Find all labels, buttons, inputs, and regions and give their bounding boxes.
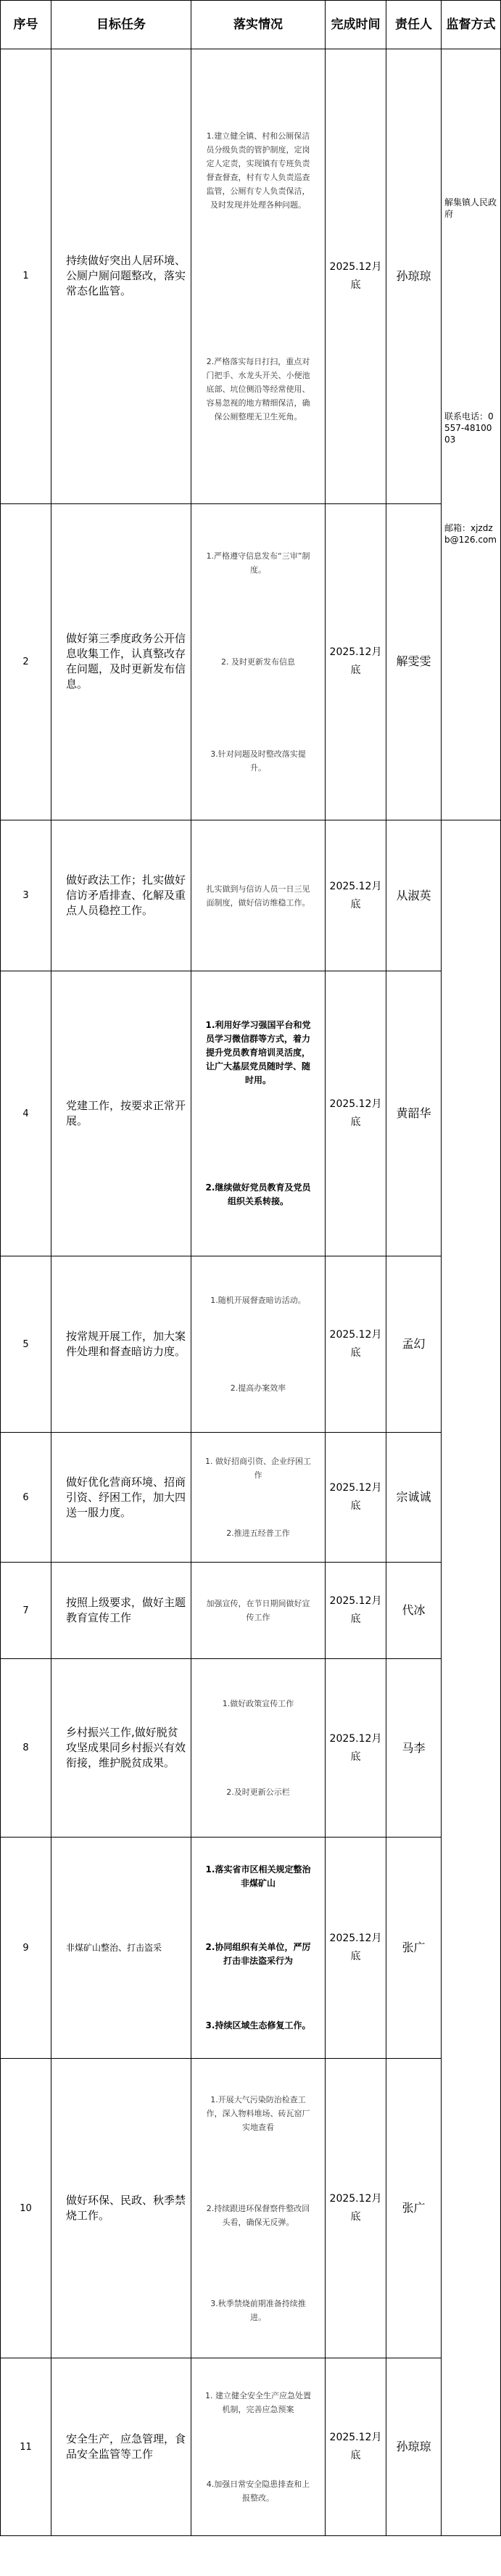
row-impl bbox=[191, 2358, 326, 2536]
row-time: 2025.12月底 bbox=[326, 2059, 386, 2358]
row-no: 10 bbox=[1, 2059, 51, 2358]
row-resp: 马李 bbox=[386, 1659, 442, 1838]
impl-item: 2.推进五经普工作 bbox=[226, 1528, 290, 1538]
table-row bbox=[1, 1838, 501, 2059]
row-impl bbox=[191, 1838, 326, 2059]
row-time: 2025.12月底 bbox=[326, 1256, 386, 1433]
impl-item: 1.开展大气污染防治检查工作，深入物料堆场、砖瓦窑厂实地查看 bbox=[206, 2094, 310, 2132]
impl-item: 3.针对问题及时整改落实提升。 bbox=[210, 749, 306, 773]
row-resp: 张广 bbox=[386, 1838, 442, 2059]
row-resp: 孙琼琼 bbox=[386, 49, 442, 504]
row-resp: 代冰 bbox=[386, 1563, 442, 1659]
table-row bbox=[1, 820, 501, 971]
table-row bbox=[1, 49, 501, 504]
row-impl bbox=[191, 49, 326, 504]
impl-item: 3.秋季禁烧前期准备持续推进。 bbox=[210, 2298, 306, 2322]
row-time: 2025.12月底 bbox=[326, 1563, 386, 1659]
table-row bbox=[1, 503, 501, 820]
row-no: 3 bbox=[1, 820, 51, 971]
impl-item: 2.继续做好党员教育及党员组织关系转接。 bbox=[205, 1182, 311, 1207]
table-row bbox=[1, 971, 501, 1256]
row-task: 安全生产，应急管理，食品安全监管等工作 bbox=[51, 2358, 191, 2536]
row-time: 2025.12月底 bbox=[326, 1659, 386, 1838]
impl-item: 扎实做到与信访人员一日三见面制度，做好信访维稳工作。 bbox=[206, 884, 310, 908]
row-time: 2025.12月底 bbox=[326, 2358, 386, 2536]
row-task: 做好政法工作；扎实做好信访矛盾排查、化解及重点人员稳控工作。 bbox=[51, 820, 191, 971]
row-resp: 张广 bbox=[386, 2059, 442, 2358]
row-resp: 宗诚诚 bbox=[386, 1433, 442, 1563]
row-task: 持续做好突出人居环境、公厕户厕问题整改，落实常态化监管。 bbox=[51, 49, 191, 504]
supervision-cell bbox=[442, 49, 501, 820]
table-row bbox=[1, 2059, 501, 2358]
row-time: 2025.12月底 bbox=[326, 971, 386, 1256]
impl-item: 4.加强日常安全隐患排查和上报整改。 bbox=[206, 2480, 310, 2503]
impl-item: 2. 及时更新发布信息 bbox=[221, 657, 295, 667]
row-time: 2025.12月底 bbox=[326, 503, 386, 820]
row-no: 8 bbox=[1, 1659, 51, 1838]
row-impl bbox=[191, 1659, 326, 1838]
row-resp: 从淑英 bbox=[386, 820, 442, 971]
row-resp: 解雯雯 bbox=[386, 503, 442, 820]
impl-item: 1.严格遵守信息发布“三审”制度。 bbox=[206, 551, 310, 575]
row-impl bbox=[191, 2059, 326, 2358]
impl-item: 2.提高办案效率 bbox=[230, 1383, 286, 1393]
row-task: 做好第三季度政务公开信息收集工作，认真整改存在问题，及时更新发布信息。 bbox=[51, 503, 191, 820]
supervision-cell-empty bbox=[442, 820, 501, 2536]
table-row bbox=[1, 1256, 501, 1433]
supervision-phone: 联系电话：0557-4810003 bbox=[444, 411, 494, 445]
row-task: 做好环保、民政、秋季禁烧工作。 bbox=[51, 2059, 191, 2358]
table-row bbox=[1, 1433, 501, 1563]
row-resp: 孟幻 bbox=[386, 1256, 442, 1433]
row-time: 2025.12月底 bbox=[326, 1433, 386, 1563]
row-task: 按照上级要求，做好主题教育宣传工作 bbox=[51, 1563, 191, 1659]
row-no: 5 bbox=[1, 1256, 51, 1433]
row-no: 7 bbox=[1, 1563, 51, 1659]
impl-item: 加强宣传，在节日期间做好宣传工作 bbox=[206, 1599, 310, 1622]
row-no: 9 bbox=[1, 1838, 51, 2059]
row-no: 4 bbox=[1, 971, 51, 1256]
impl-item: 1.随机开展督查暗访活动。 bbox=[210, 1296, 306, 1305]
supervision-email: 邮箱：xjzdzb@126.com bbox=[444, 523, 497, 545]
row-impl bbox=[191, 971, 326, 1256]
header-no: 序号 bbox=[1, 1, 51, 49]
row-impl bbox=[191, 1563, 326, 1659]
impl-item: 2.严格落实每日打扫，重点对门把手、水龙头开关、小便池底部、坑位侧沿等经常使用、容易忽视的地方精细保洁，确保公厕整理无卫生死角。 bbox=[206, 357, 310, 422]
row-no: 11 bbox=[1, 2358, 51, 2536]
row-impl bbox=[191, 1433, 326, 1563]
row-task: 按常规开展工作，加大案件处理和督查暗访力度。 bbox=[51, 1256, 191, 1433]
row-task: 乡村振兴工作,做好脱贫攻坚成果同乡村振兴有效衔接，维护脱贫成果。 bbox=[51, 1659, 191, 1838]
row-no: 6 bbox=[1, 1433, 51, 1563]
impl-item: 2.及时更新公示栏 bbox=[226, 1787, 290, 1798]
impl-item: 2.持续跟进环保督察件整改回头看，确保无反弹。 bbox=[206, 2203, 310, 2227]
row-task: 党建工作，按要求正常开展。 bbox=[51, 971, 191, 1256]
row-time: 2025.12月底 bbox=[326, 1838, 386, 2059]
header-sup: 监督方式 bbox=[442, 1, 501, 49]
header-impl: 落实情况 bbox=[191, 1, 326, 49]
row-impl bbox=[191, 1256, 326, 1433]
row-time: 2025.12月底 bbox=[326, 49, 386, 504]
table-row bbox=[1, 2358, 501, 2536]
table-row bbox=[1, 1563, 501, 1659]
impl-item: 3.持续区域生态修复工作。 bbox=[205, 2020, 311, 2031]
row-task: 非煤矿山整治、打击盗采 bbox=[51, 1838, 191, 2059]
row-task: 做好优化营商环境、招商引资、纾困工作，加大四送一服力度。 bbox=[51, 1433, 191, 1563]
impl-item: 1.做好政策宣传工作 bbox=[222, 1698, 294, 1708]
impl-item: 1. 建立健全安全生产应急处置机制，完善应急预案 bbox=[205, 2391, 311, 2414]
row-resp: 孙琼琼 bbox=[386, 2358, 442, 2536]
row-no: 2 bbox=[1, 503, 51, 820]
row-no: 1 bbox=[1, 49, 51, 504]
row-impl bbox=[191, 503, 326, 820]
impl-item: 1.利用好学习强国平台和党员学习微信群等方式，着力提升党员教育培训灵活度，让广大基层党员随时学、随时用。 bbox=[205, 1019, 311, 1085]
row-time: 2025.12月底 bbox=[326, 820, 386, 971]
row-resp: 黄韶华 bbox=[386, 971, 442, 1256]
header-row bbox=[1, 1, 501, 49]
header-time: 完成时间 bbox=[326, 1, 386, 49]
impl-item: 1. 做好招商引资、企业纾困工作 bbox=[205, 1457, 311, 1481]
supervision-org: 解集镇人民政府 bbox=[444, 197, 497, 219]
header-resp: 责任人 bbox=[386, 1, 442, 49]
table-row bbox=[1, 1659, 501, 1838]
impl-item: 2.协同组织有关单位，严厉打击非法盗采行为 bbox=[205, 1942, 311, 1967]
header-task: 目标任务 bbox=[51, 1, 191, 49]
row-impl bbox=[191, 820, 326, 971]
impl-item: 1.落实省市区相关规定整治非煤矿山 bbox=[205, 1864, 311, 1888]
impl-item: 1.建立健全镇、村和公厕保洁员分级负责的管护制度，定岗定人定责，实现镇有专班负责督查督查，村有专人负责巡查监管，公厕有专人负责保洁，及时发现并处理各种问题。 bbox=[206, 131, 310, 210]
